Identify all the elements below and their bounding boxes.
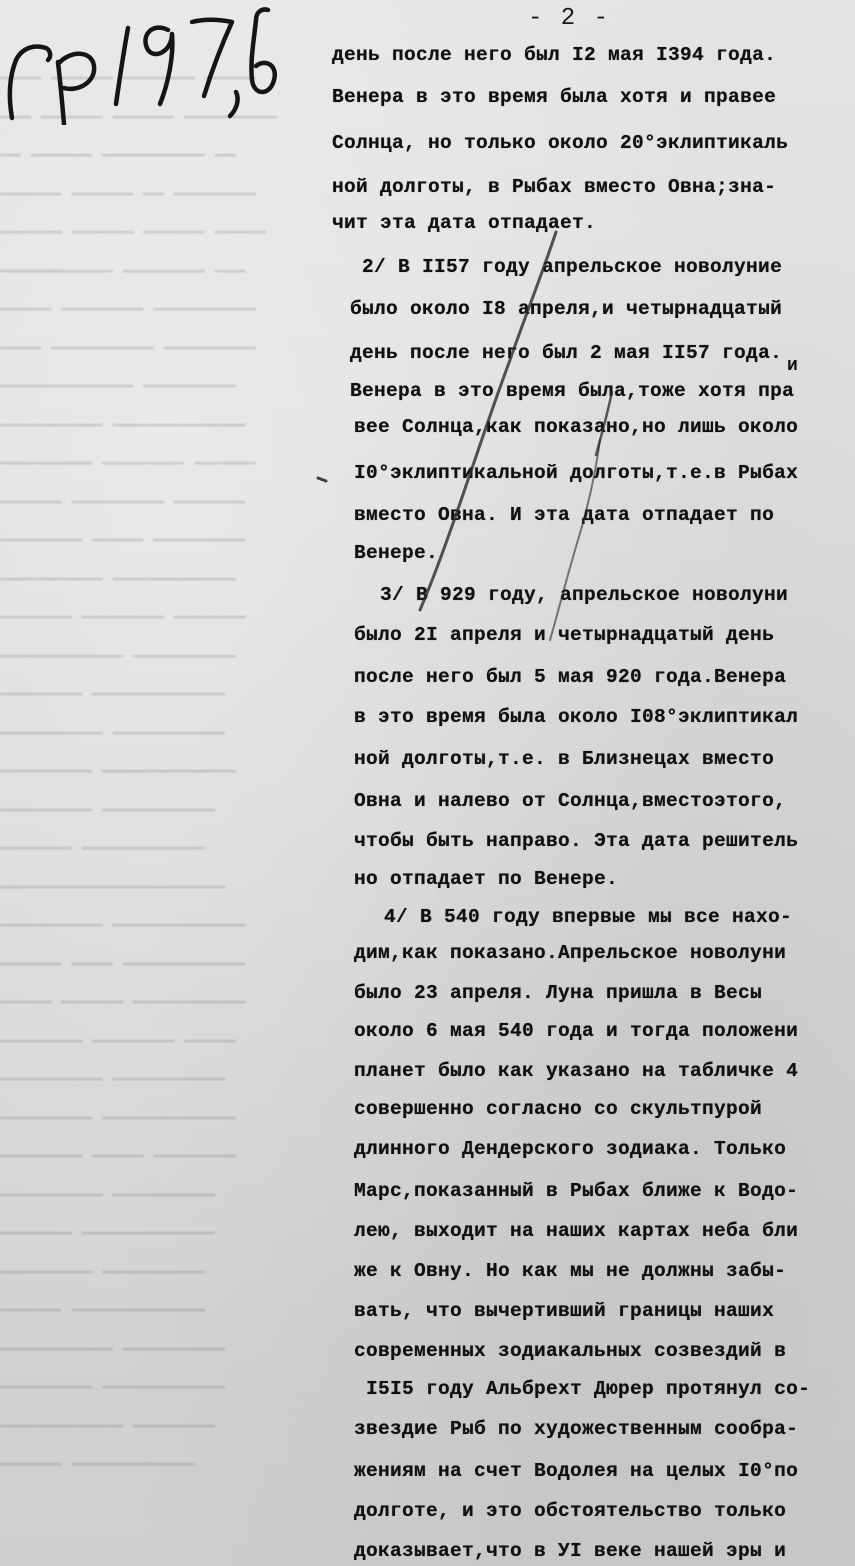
text-line: Солнца, но только около 20°эклиптикаль	[332, 132, 789, 154]
page-number: - 2 -	[528, 5, 611, 32]
text-line: в это время была около I08°эклиптикал	[354, 706, 799, 728]
text-line: после него был 5 мая 920 года.Венера	[354, 666, 787, 688]
text-line: звездие Рыб по художественным сообра-	[354, 1418, 799, 1440]
text-line: Овна и налево от Солнца,вместоэтого,	[354, 790, 787, 812]
text-line: 3/ В 929 году, апрельское новолуни	[380, 584, 789, 606]
bleed-through-text: ━━━━ ━━━━━━ ━━━━━━━ ━━━━━ ━━━ ━━━━━━ ━━━━━━ ━━━━━━━━━ ━━ ━━━━━━ ━━━━━━━━━━ ━━ ━━━━━━ ━━━━━━ ━━ ━━━━━━━━ ━━━━━━ ━━━━━━ ━━━━━━ ━━━━━ ━━━━━━━━━━━ ━━━━━━━━ ━━━ ━━━━━ ━━━━━━━━ ━━━━━━━━━━ ━━━━ ━━━━━━━━━━ ━━━━━━━━━ ━━━━━━━━━━━━━ ━━━━━━━━━ ━━━━━━━━━━ ━━━━━━━━━━━━━ ━━━━━━━━━ ━━━━━━━━ ━━━━━━ ━━━━━━ ━━━━━━━━━ ━━━━━━━ ━━━━━━━━ ━━━━━ ━━━━━━━━━ ━━━━━━━━━━ ━━━━━━━━━━━━ ━━━━━━━ ━━━━━━━━ ━━━━━━━ ━━━━━━━━━━━━ ━━━━━━━━━━ ━━━━━━━━ ━━━━━━━━━━━━━ ━━━━━━━━━━ ━━━━━━━━━━━ ━━━━━━━━━ ━━━━━━━━━━━━━ ━━━━━━━━━ ━━━━━━━━━━━ ━━━━━━━ ━━━━━━━━━━━━ ━━━━━━━━━━━━━━━━━━━━━━ ━━━━━━━━━━ ━━━━━━━━━━━━━ ━━━━━━ ━━━━ ━━━━━━━━━━━━ ━━━━━ ━━━━━━ ━━━━━━━━━━━ ━━━━━━━━ ━━━━━━━━ ━━━━━ ━━━━━━━━━━ ━━━━━━━━━━━ ━━━━━━━━━ ━━━━━━━━━━━━━ ━━━━━━━━ ━━━━━ ━━━━━━━━ ━━━━━━━━━━ ━━━━━━━━━━ ━━━━━━━ ━━━━━━━━━━━━━ ━━━━━━━━━ ━━━━━━━━━━ ━━━━━━ ━━━━━━━━━━━━━ ━━━━━━━━━━━ ━━━━━━━━━━ ━━━━━━━━━ ━━━━━━━━━━━━ ━━━━━━━━━━━━ ━━━━━━━━ ━━━━━━ ━━━━━━━━━━━━	[0, 69, 277, 1475]
text-line: вместо Овна. И эта дата отпадает по	[354, 504, 775, 526]
text-line: Марс,показанный в Рыбах ближе к Водо-	[354, 1180, 799, 1202]
text-line: около 6 мая 540 года и тогда положени	[354, 1020, 799, 1042]
text-line: ной долготы,т.е. в Близнецах вместо	[354, 748, 775, 770]
text-line: 4/ В 540 году впервые мы все нахо-	[384, 906, 793, 928]
text-line: чит эта дата отпадает.	[332, 212, 597, 234]
text-line: Венере.	[354, 542, 439, 564]
text-line: современных зодиакальных созвездий в	[354, 1340, 787, 1362]
text-line: совершенно согласно со скультпурой	[354, 1098, 763, 1120]
text-line: вать, что вычертивший границы наших	[354, 1300, 775, 1322]
text-line: вее Солнца,как показано,но лишь около	[354, 416, 799, 438]
text-line: Венера в это время была хотя и правее	[332, 86, 777, 108]
insertion-mark: и	[787, 356, 798, 376]
text-line: но отпадает по Венере.	[354, 868, 619, 890]
text-line: день после него был I2 мая I394 года.	[332, 44, 777, 66]
text-line: ной долготы, в Рыбах вместо Овна;зна-	[332, 176, 777, 198]
text-line: же к Овну. Но как мы не должны забы-	[354, 1260, 787, 1282]
text-line: чтобы быть направо. Эта дата решитель	[354, 830, 799, 852]
text-line: долготе, и это обстоятельство только	[354, 1500, 787, 1522]
text-line: Венера в это время была,тоже хотя пра	[350, 380, 795, 402]
text-line: I5I5 году Альбрехт Дюрер протянул со-	[366, 1378, 811, 1400]
text-line: планет было как указано на табличке 4	[354, 1060, 799, 1082]
text-line: жениям на счет Водолея на целых I0°по	[354, 1460, 799, 1482]
text-line: было около I8 апреля,и четырнадцатый	[350, 298, 783, 320]
text-line: длинного Дендерского зодиака. Только	[354, 1138, 787, 1160]
text-line: лею, выходит на наших картах неба бли	[354, 1220, 799, 1242]
handwritten-archive-mark	[0, 0, 290, 125]
text-line: день после него был 2 мая II57 года.	[350, 342, 783, 364]
text-line: I0°эклиптикальной долготы,т.е.в Рыбах	[354, 462, 799, 484]
text-line: было 2I апреля и четырнадцатый день	[354, 624, 775, 646]
text-line: доказывает,что в УI веке нашей эры и	[354, 1540, 787, 1562]
text-line: 2/ В II57 году апрельское новолуние	[362, 256, 783, 278]
text-line: дим,как показано.Апрельское новолуни	[354, 942, 787, 964]
text-line: было 23 апреля. Луна пришла в Весы	[354, 982, 763, 1004]
